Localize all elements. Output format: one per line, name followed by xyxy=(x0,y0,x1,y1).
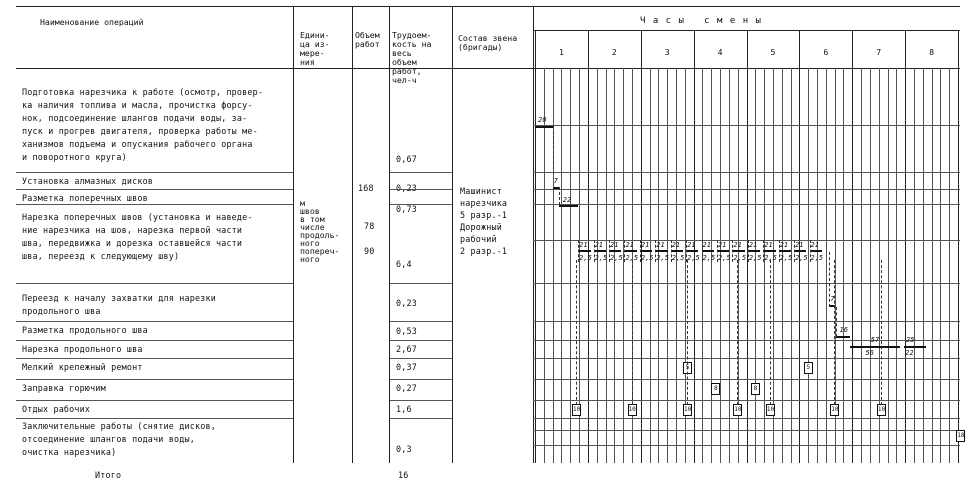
bar-transverse-cut xyxy=(763,250,775,252)
labor-value: 2,67 xyxy=(396,344,417,354)
bar-transverse-cut xyxy=(609,250,621,252)
labor-row-line xyxy=(389,358,452,359)
minute-line xyxy=(711,68,712,463)
rest-marker: 10 xyxy=(683,404,692,416)
label-cut-long-b: 56 xyxy=(865,349,874,357)
minute-line xyxy=(932,68,933,463)
minute-line xyxy=(914,68,915,463)
label-cut-top: 21 xyxy=(625,241,634,249)
row-line xyxy=(16,189,293,190)
bar-transverse-cut xyxy=(686,250,698,252)
bar-transverse-cut xyxy=(655,250,667,252)
operation-text: ка наличия топлива и масла, прочистка форсу- xyxy=(22,100,253,110)
hour-number: 8 xyxy=(929,47,935,57)
rest-marker: 18 xyxy=(956,430,965,442)
chart-row-line xyxy=(533,125,960,126)
rest-marker: 10 xyxy=(628,404,637,416)
transition-line xyxy=(640,240,641,262)
labor-row-line xyxy=(389,340,452,341)
bar-transverse-cut xyxy=(702,250,714,252)
bar-transverse-cut xyxy=(640,250,652,252)
minute-line xyxy=(782,68,783,463)
label-cut-top: 21 xyxy=(610,241,619,249)
rest-marker: 10 xyxy=(830,404,839,416)
hour-number: 1 xyxy=(558,47,564,57)
chart-row-line xyxy=(533,204,960,205)
transition-line xyxy=(836,307,837,337)
operation-text: нок, подсоединение шлангов подачи воды, за- xyxy=(22,113,248,123)
chart-row-line xyxy=(533,172,960,173)
rest-marker: 10 xyxy=(572,404,581,416)
transition-line xyxy=(810,240,811,262)
column-line xyxy=(352,6,353,463)
operation-row xyxy=(22,382,106,395)
chart-row-line xyxy=(533,321,960,322)
operation-text: пуск и прогрев двигателя, проверка работы ме- xyxy=(22,126,258,136)
unit-column: м швов в том числе продоль- ного попереч- ного xyxy=(300,198,340,264)
row-line xyxy=(16,418,293,419)
label-cut-long-d: 22 xyxy=(905,349,914,357)
label-cut-bottom: 2,5 xyxy=(764,254,777,262)
label-cut-bottom: 2,5 xyxy=(687,254,700,262)
minute-line xyxy=(826,68,827,463)
operation-text: шва, передвижка и дорезка оставшейся части xyxy=(22,238,243,248)
chart-row-line xyxy=(533,340,960,341)
hour-divider xyxy=(958,30,959,463)
labor-row-line xyxy=(389,172,452,173)
label-cut-top: 21 xyxy=(702,241,711,249)
transition-line xyxy=(655,240,656,262)
bar-transverse-cut xyxy=(794,250,806,252)
hour-divider xyxy=(905,30,906,463)
label-cut-top: 21 xyxy=(733,241,742,249)
transition-line xyxy=(732,240,733,262)
row-line xyxy=(16,283,293,284)
label-cut-bottom: 2,5 xyxy=(717,254,731,262)
label-cut-bottom: 2,5 xyxy=(640,254,654,262)
operation-text: Установка алмазных дисков xyxy=(22,176,154,186)
row-line xyxy=(16,400,293,401)
column-line xyxy=(533,6,534,463)
labor-row-line xyxy=(389,379,452,380)
chart-row-line xyxy=(533,283,960,284)
column-line xyxy=(389,6,390,463)
transition-line xyxy=(559,187,560,205)
hour-divider xyxy=(535,30,536,463)
bar-transverse-cut xyxy=(732,250,744,252)
header-unit: Едини- ца из- мере- ния xyxy=(300,30,330,67)
bar-transverse-cut xyxy=(671,250,683,252)
rest-marker: 10 xyxy=(877,404,886,416)
column-line xyxy=(293,6,294,463)
label-cut-bottom: 2,5 xyxy=(625,254,639,262)
operation-text: Разметка поперечных швов xyxy=(22,193,148,203)
label-cut-bottom: 2,5 xyxy=(656,254,669,262)
label-cut-bottom: 2,5 xyxy=(748,254,762,262)
transition-line xyxy=(702,240,703,262)
rest-marker: 5 xyxy=(683,362,692,374)
operation-text: Переезд к началу захватки для нарезки xyxy=(22,293,216,303)
rest-marker: 8 xyxy=(711,383,720,395)
label-cut-top: 21 xyxy=(748,241,758,249)
label-cut-bottom: 2,5 xyxy=(733,254,747,262)
labor-row-line xyxy=(389,283,452,284)
minute-line xyxy=(843,68,844,463)
hour-divider xyxy=(588,30,589,463)
minute-line xyxy=(667,68,668,463)
labor-value: 0,23 xyxy=(396,183,417,193)
label-cut-bottom: 2,5 xyxy=(702,254,716,262)
transition-line xyxy=(748,240,749,262)
chart-row-line xyxy=(533,189,960,190)
operation-text: ханизмов подъема и опускания рабочего органа xyxy=(22,139,253,149)
row-line xyxy=(16,358,293,359)
operation-text: Разметка продольного шва xyxy=(22,325,148,335)
label-cut-bottom: 2,5 xyxy=(795,254,808,262)
rest-marker: 10 xyxy=(733,404,742,416)
top-border xyxy=(16,6,960,7)
minute-line xyxy=(949,68,950,463)
header-operation: Наименование операций xyxy=(40,17,144,27)
transition-line xyxy=(576,260,577,405)
hour-number: 3 xyxy=(664,47,670,57)
operation-row xyxy=(22,361,143,374)
label-cut-bottom: 2,5 xyxy=(779,254,793,262)
label-cut-top: 21 xyxy=(687,241,696,249)
bar-transverse-cut xyxy=(748,250,760,252)
labor-value: 1,6 xyxy=(396,404,412,414)
hour-number: 2 xyxy=(611,47,617,57)
operation-text: Заключительные работы (снятие дисков, xyxy=(22,421,216,431)
minute-line xyxy=(940,68,941,463)
label-mark-long: 16 xyxy=(839,326,848,334)
bar-marking xyxy=(559,205,578,207)
hour-number: 7 xyxy=(876,47,882,57)
chart-row-line xyxy=(533,418,960,419)
operation-text: Отдых рабочих xyxy=(22,404,91,414)
chart-row-line xyxy=(533,379,960,380)
transition-line xyxy=(686,240,687,262)
minute-line xyxy=(676,68,677,463)
label-cut-top: 21 xyxy=(579,241,588,249)
transition-line xyxy=(881,260,882,405)
label-cut-long-c: 25 xyxy=(906,336,915,344)
bar-transverse-cut xyxy=(717,250,729,252)
row-line xyxy=(16,321,293,322)
minute-line xyxy=(755,68,756,463)
labor-value: 0,3 xyxy=(396,444,412,454)
operation-row xyxy=(22,343,143,356)
transition-line xyxy=(632,260,633,405)
minute-line xyxy=(923,68,924,463)
header-hours: Ч а с ы с м е н ы xyxy=(640,16,762,26)
minute-line xyxy=(861,68,862,463)
rest-marker: 8 xyxy=(751,383,760,395)
label-cut-top: 21 xyxy=(810,241,819,249)
labor-row-line xyxy=(389,189,452,190)
label-cut-top: 21 xyxy=(594,241,604,249)
minute-line xyxy=(896,68,897,463)
minute-line xyxy=(658,68,659,463)
label-cut-bottom: 2,5 xyxy=(810,254,824,262)
bar-transverse-cut xyxy=(594,250,606,252)
operation-row xyxy=(22,403,90,416)
header-bottom-line xyxy=(16,68,960,69)
transition-line xyxy=(553,126,554,174)
operation-text: очистка нарезчика) xyxy=(22,447,117,457)
hour-divider xyxy=(852,30,853,463)
chart-row-line xyxy=(533,358,960,359)
labor-value: 0,67 xyxy=(396,154,417,164)
volume-total: 168 xyxy=(358,183,374,193)
header-labor: Трудоем- кость на весь объем работ, чел-ч xyxy=(392,30,432,85)
label-preparation: 20 xyxy=(538,116,547,124)
volume-transverse: 90 xyxy=(364,246,375,256)
row-line xyxy=(16,172,293,173)
label-cut-bottom: 2,5 xyxy=(610,254,623,262)
label-cut-top: 21 xyxy=(764,241,773,249)
operation-text: Заправка горючим xyxy=(22,383,106,393)
operation-row xyxy=(22,292,216,318)
label-cut-top: 21 xyxy=(717,241,727,249)
bar-cut-long-2 xyxy=(904,346,926,348)
operation-text: Нарезка поперечных швов (установка и наведе- xyxy=(22,212,253,222)
label-marking: 22 xyxy=(562,196,572,204)
row-line xyxy=(16,379,293,380)
transition-line xyxy=(794,240,795,262)
operation-text: отсоединение шлангов подачи воды, xyxy=(22,434,195,444)
bar-preparation xyxy=(535,126,553,128)
bar-transverse-cut xyxy=(578,250,590,252)
hour-number: 4 xyxy=(717,47,723,57)
minute-line xyxy=(650,68,651,463)
row-line xyxy=(16,340,293,341)
minute-line xyxy=(606,68,607,463)
operation-row xyxy=(22,86,263,164)
operation-text: шва, переезд к следующему шву) xyxy=(22,251,180,261)
label-cut-bottom: 2,5 xyxy=(579,254,592,262)
transition-line xyxy=(834,260,835,405)
bar-transverse-cut xyxy=(779,250,791,252)
header-volume: Объем работ xyxy=(355,30,380,49)
transition-line xyxy=(737,260,738,405)
chart-row-line xyxy=(533,400,960,401)
operation-text: продольного шва xyxy=(22,306,101,316)
minute-line xyxy=(702,68,703,463)
transition-line xyxy=(779,240,780,262)
hour-number: 5 xyxy=(770,47,776,57)
minute-line xyxy=(888,68,889,463)
label-cut-top: 21 xyxy=(656,241,665,249)
label-move: 7 xyxy=(830,295,835,303)
rest-marker: 5 xyxy=(804,362,813,374)
row-line xyxy=(16,204,293,205)
transition-line xyxy=(671,240,672,262)
transition-line xyxy=(578,240,579,262)
labor-value: 0,73 xyxy=(396,204,417,214)
operation-row xyxy=(22,175,153,188)
labor-row-line xyxy=(389,400,452,401)
operation-text: Нарезка продольного шва xyxy=(22,344,143,354)
minute-line xyxy=(870,68,871,463)
transition-line xyxy=(609,240,610,262)
labor-value: 0,27 xyxy=(396,383,417,393)
transition-line xyxy=(594,240,595,262)
operation-row xyxy=(22,324,148,337)
label-cut-bottom: 2,5 xyxy=(594,254,608,262)
bar-transverse-cut xyxy=(810,250,822,252)
transition-line xyxy=(687,260,688,405)
transition-line xyxy=(717,240,718,262)
operation-row xyxy=(22,420,216,459)
transition-line xyxy=(829,252,830,307)
bar-mark-long xyxy=(836,336,850,338)
minute-line xyxy=(623,68,624,463)
minute-line xyxy=(791,68,792,463)
operation-text: и поворотного круга) xyxy=(22,152,127,162)
label-cut-top: 21 xyxy=(795,241,804,249)
minute-line xyxy=(808,68,809,463)
operation-text: Мелкий крепежный ремонт xyxy=(22,362,143,372)
minute-line xyxy=(597,68,598,463)
transition-line xyxy=(624,240,625,262)
bar-cut-long xyxy=(850,346,900,348)
labor-value: 0,23 xyxy=(396,298,417,308)
minute-line xyxy=(817,68,818,463)
transition-line xyxy=(770,260,771,405)
total-labor: 16 xyxy=(398,470,409,480)
chart-row-line xyxy=(533,430,960,431)
labor-value: 0,53 xyxy=(396,326,417,336)
minute-line xyxy=(561,68,562,463)
operation-row xyxy=(22,211,253,263)
column-line xyxy=(452,6,453,463)
labor-row-line xyxy=(389,204,452,205)
total-label: Итого xyxy=(95,470,122,480)
labor-value: 0,37 xyxy=(396,362,417,372)
hour-number: 6 xyxy=(823,47,829,57)
operation-text: Подготовка нарезчика к работе (осмотр, провер- xyxy=(22,87,264,97)
header-team: Состав звена (бригады) xyxy=(458,33,518,52)
label-disk-install: 7 xyxy=(553,177,558,185)
labor-value: 6,4 xyxy=(396,259,412,269)
label-cut-top: 21 xyxy=(671,241,681,249)
labor-row-line xyxy=(389,321,452,322)
chart-row-line xyxy=(533,445,960,446)
labor-row-line xyxy=(389,418,452,419)
label-cut-long-a: 57 xyxy=(870,336,880,344)
team-column: Машинист нарезчика 5 разр.-1 Дорожный рабочий 2 разр.-1 xyxy=(460,186,508,256)
rest-marker: 10 xyxy=(766,404,775,416)
volume-longitudinal: 78 xyxy=(364,221,375,231)
transition-line xyxy=(763,240,764,262)
bar-transverse-cut xyxy=(624,250,636,252)
minute-line xyxy=(614,68,615,463)
label-cut-top: 21 xyxy=(779,241,789,249)
label-cut-top: 21 xyxy=(640,241,650,249)
minute-line xyxy=(729,68,730,463)
label-cut-bottom: 2,5 xyxy=(671,254,685,262)
minute-line xyxy=(720,68,721,463)
operation-text: ние нарезчика на шов, нарезка первой части xyxy=(22,225,243,235)
